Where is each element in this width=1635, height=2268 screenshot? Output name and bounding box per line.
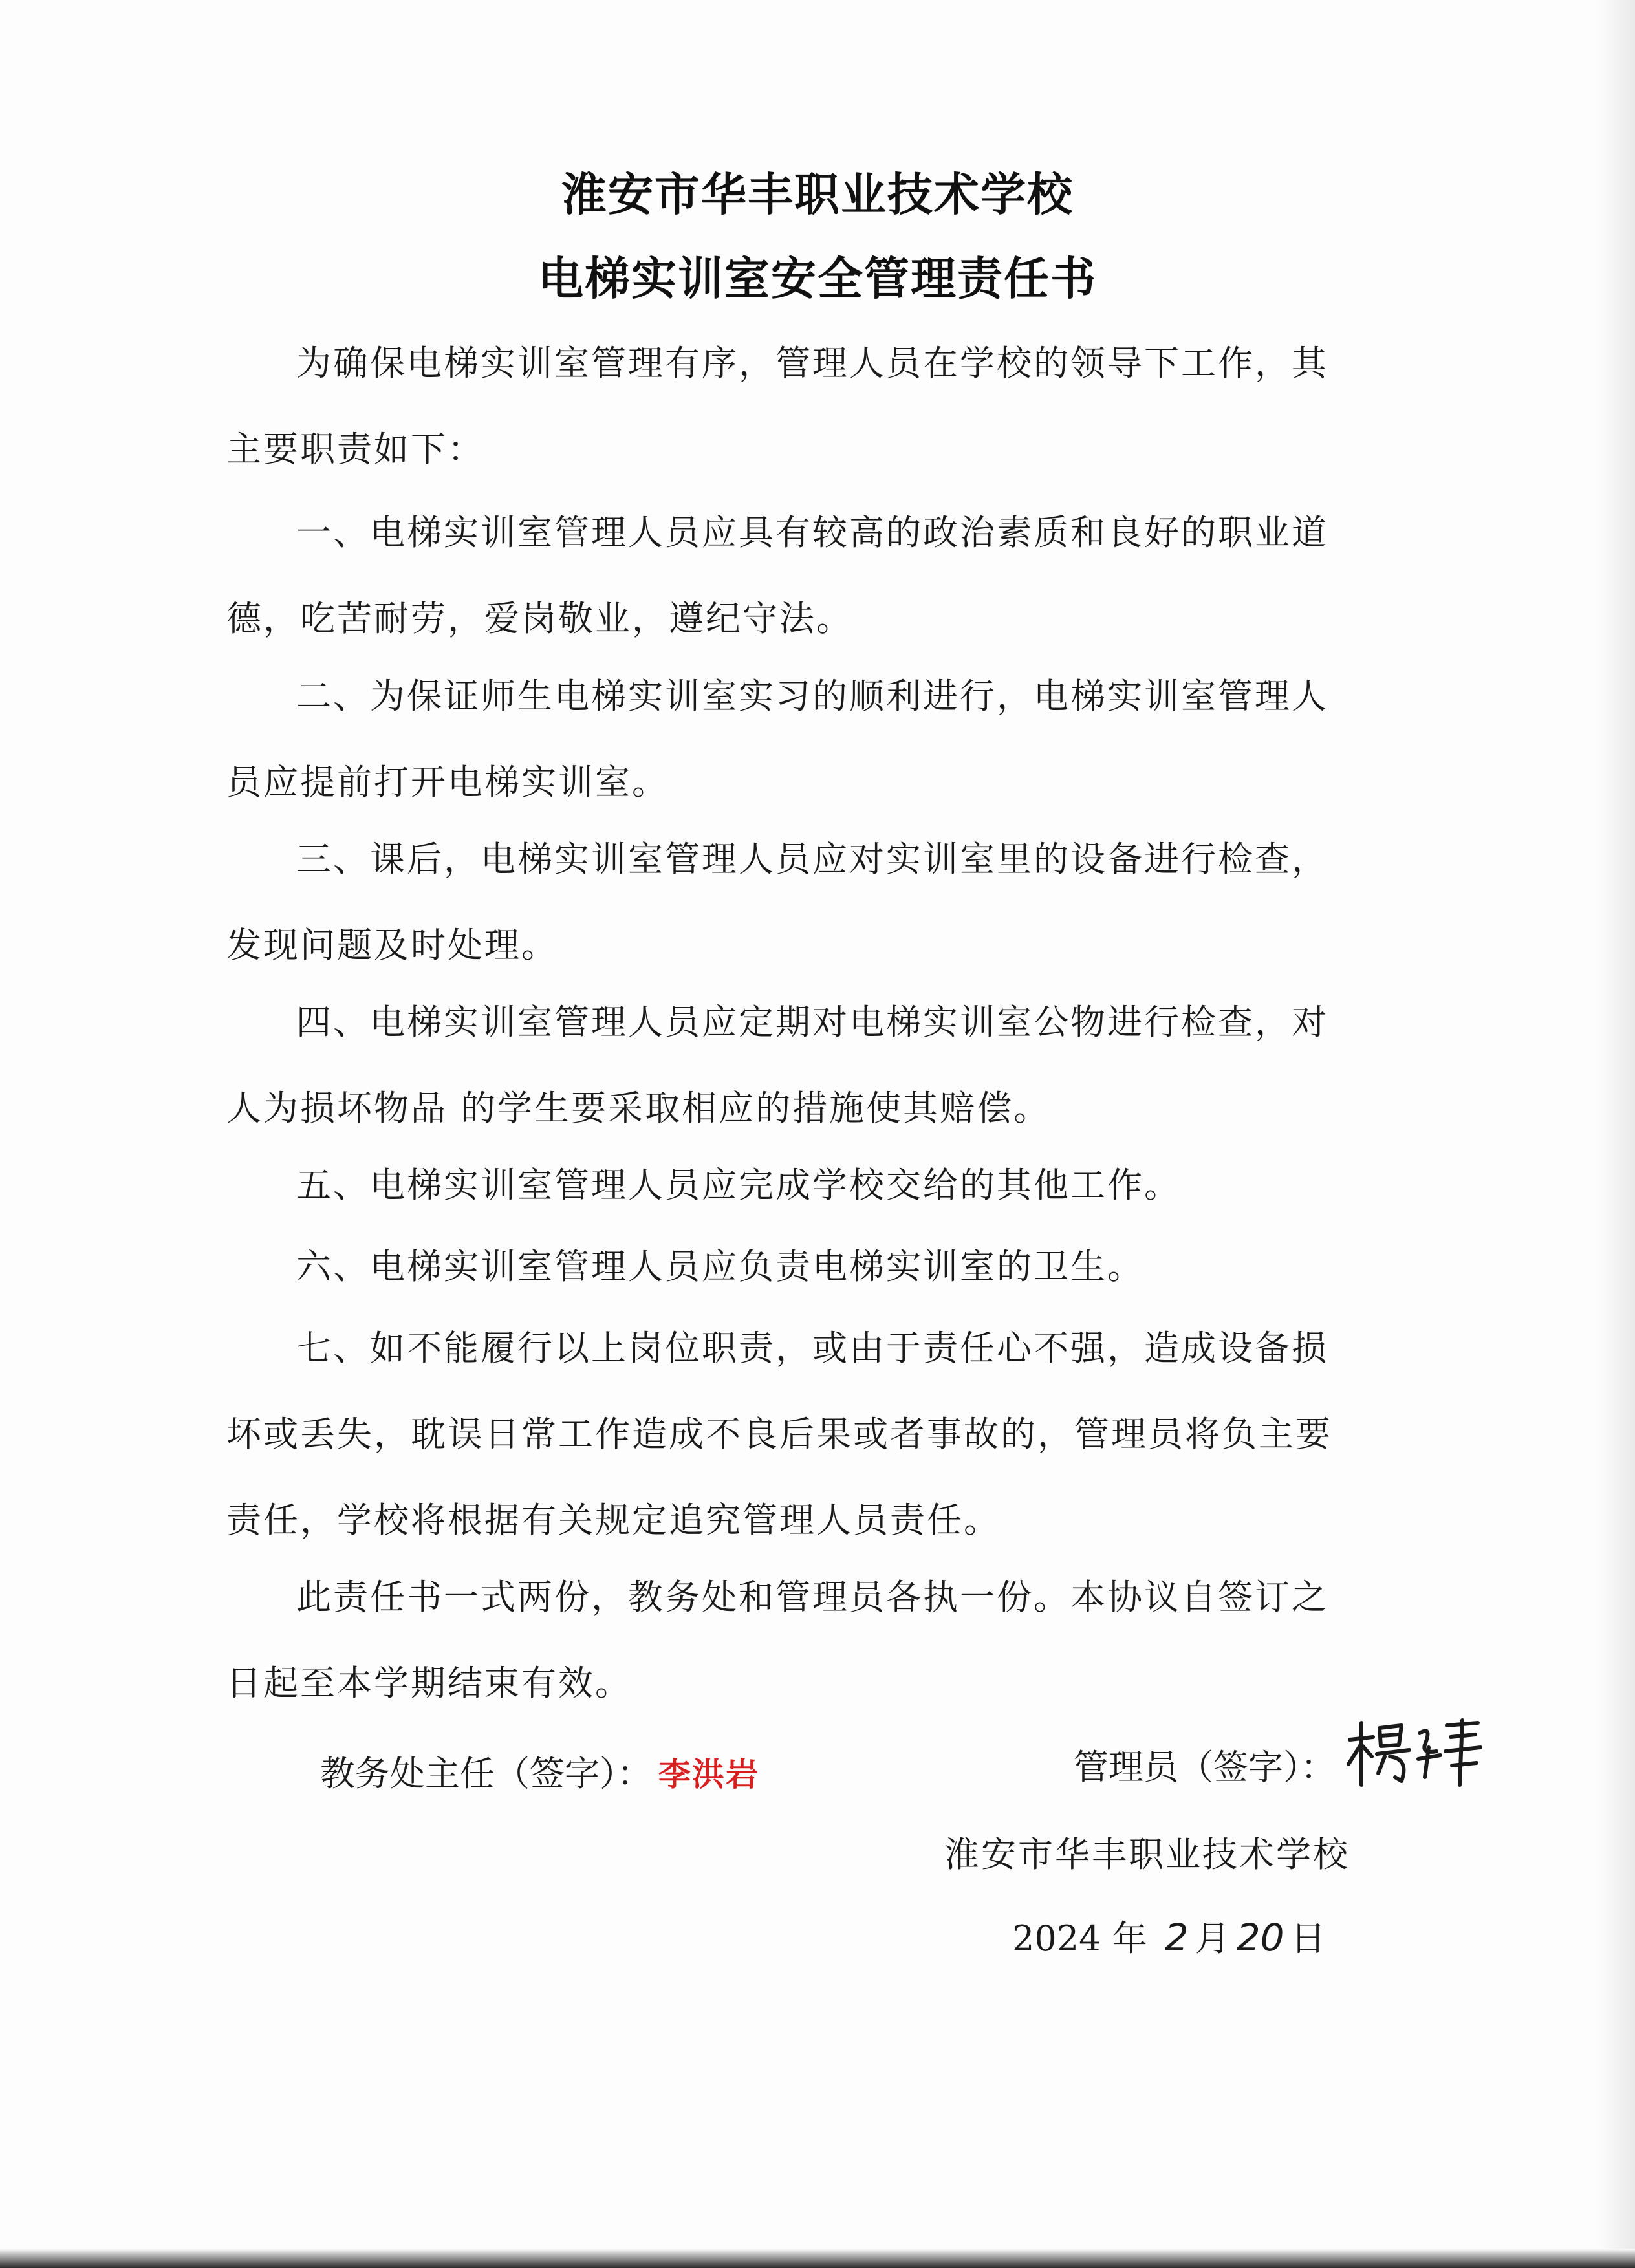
paragraph-closing: 此责任书一式两份，教务处和管理员各执一份。本协议自签订之日起至本学期结束有效。 (226, 1577, 1328, 1703)
paragraph-item-3: 三、课后，电梯实训室管理人员应对实训室里的设备进行检查，发现问题及时处理。 (226, 839, 1328, 966)
paragraph-item-4: 四、电梯实训室管理人员应定期对电梯实训室公物进行检查，对人为损坏物品 的学生要采取相应的措施使其赔偿。 (226, 1002, 1328, 1129)
paragraph-item-1: 一、电梯实训室管理人员应具有较高的政治素质和良好的职业道德，吃苦耐劳，爱岗敬业，遵纪守法。 (226, 512, 1328, 639)
signature-director-label: 教务处主任（签字）： (320, 1753, 652, 1794)
date-year: 2024 (1012, 1918, 1101, 1959)
date-day-suffix: 日 (1290, 1918, 1326, 1959)
signature-administrator (1074, 1740, 1336, 1789)
footer-school-name: 淮安市华丰职业技术学校 (944, 1834, 1350, 1875)
paragraph-item-2: 二、为保证师生电梯实训室实习的顺利进行，电梯实训室管理人员应提前打开电梯实训室。 (226, 676, 1328, 803)
document-title-school: 淮安市华丰职业技术学校 (561, 168, 1074, 221)
date-year-suffix: 年 (1112, 1918, 1147, 1959)
signature-director (320, 1746, 759, 1796)
date-month: 2 (1164, 1916, 1189, 1960)
paragraph-intro: 为确保电梯实训室管理有序，管理人员在学校的领导下工作，其主要职责如下： (226, 343, 1328, 470)
paragraph-item-6: 六、电梯实训室管理人员应负责电梯实训室的卫生。 (296, 1246, 1144, 1287)
handwritten-signature-administrator (1342, 1714, 1491, 1791)
date-month-suffix: 月 (1195, 1918, 1230, 1959)
scan-bottom-edge (0, 2249, 1635, 2268)
signature-administrator-label: 管理员（签字）： (1074, 1747, 1336, 1787)
signing-date (1012, 1911, 1326, 1961)
scan-edge-shadow (1596, 0, 1635, 2268)
signature-director-name: 李洪岩 (658, 1756, 759, 1793)
document-title-main: 电梯实训室安全管理责任书 (538, 252, 1097, 305)
paragraph-item-5: 五、电梯实训室管理人员应完成学校交给的其他工作。 (296, 1165, 1181, 1205)
paragraph-item-7: 七、如不能履行以上岗位职责，或由于责任心不强，造成设备损坏或丢失，耽误日常工作造成不良后果或者事故的，管理员将负主要责任，学校将根据有关规定追究管理人员责任。 (226, 1328, 1332, 1540)
date-day: 20 (1236, 1916, 1284, 1960)
